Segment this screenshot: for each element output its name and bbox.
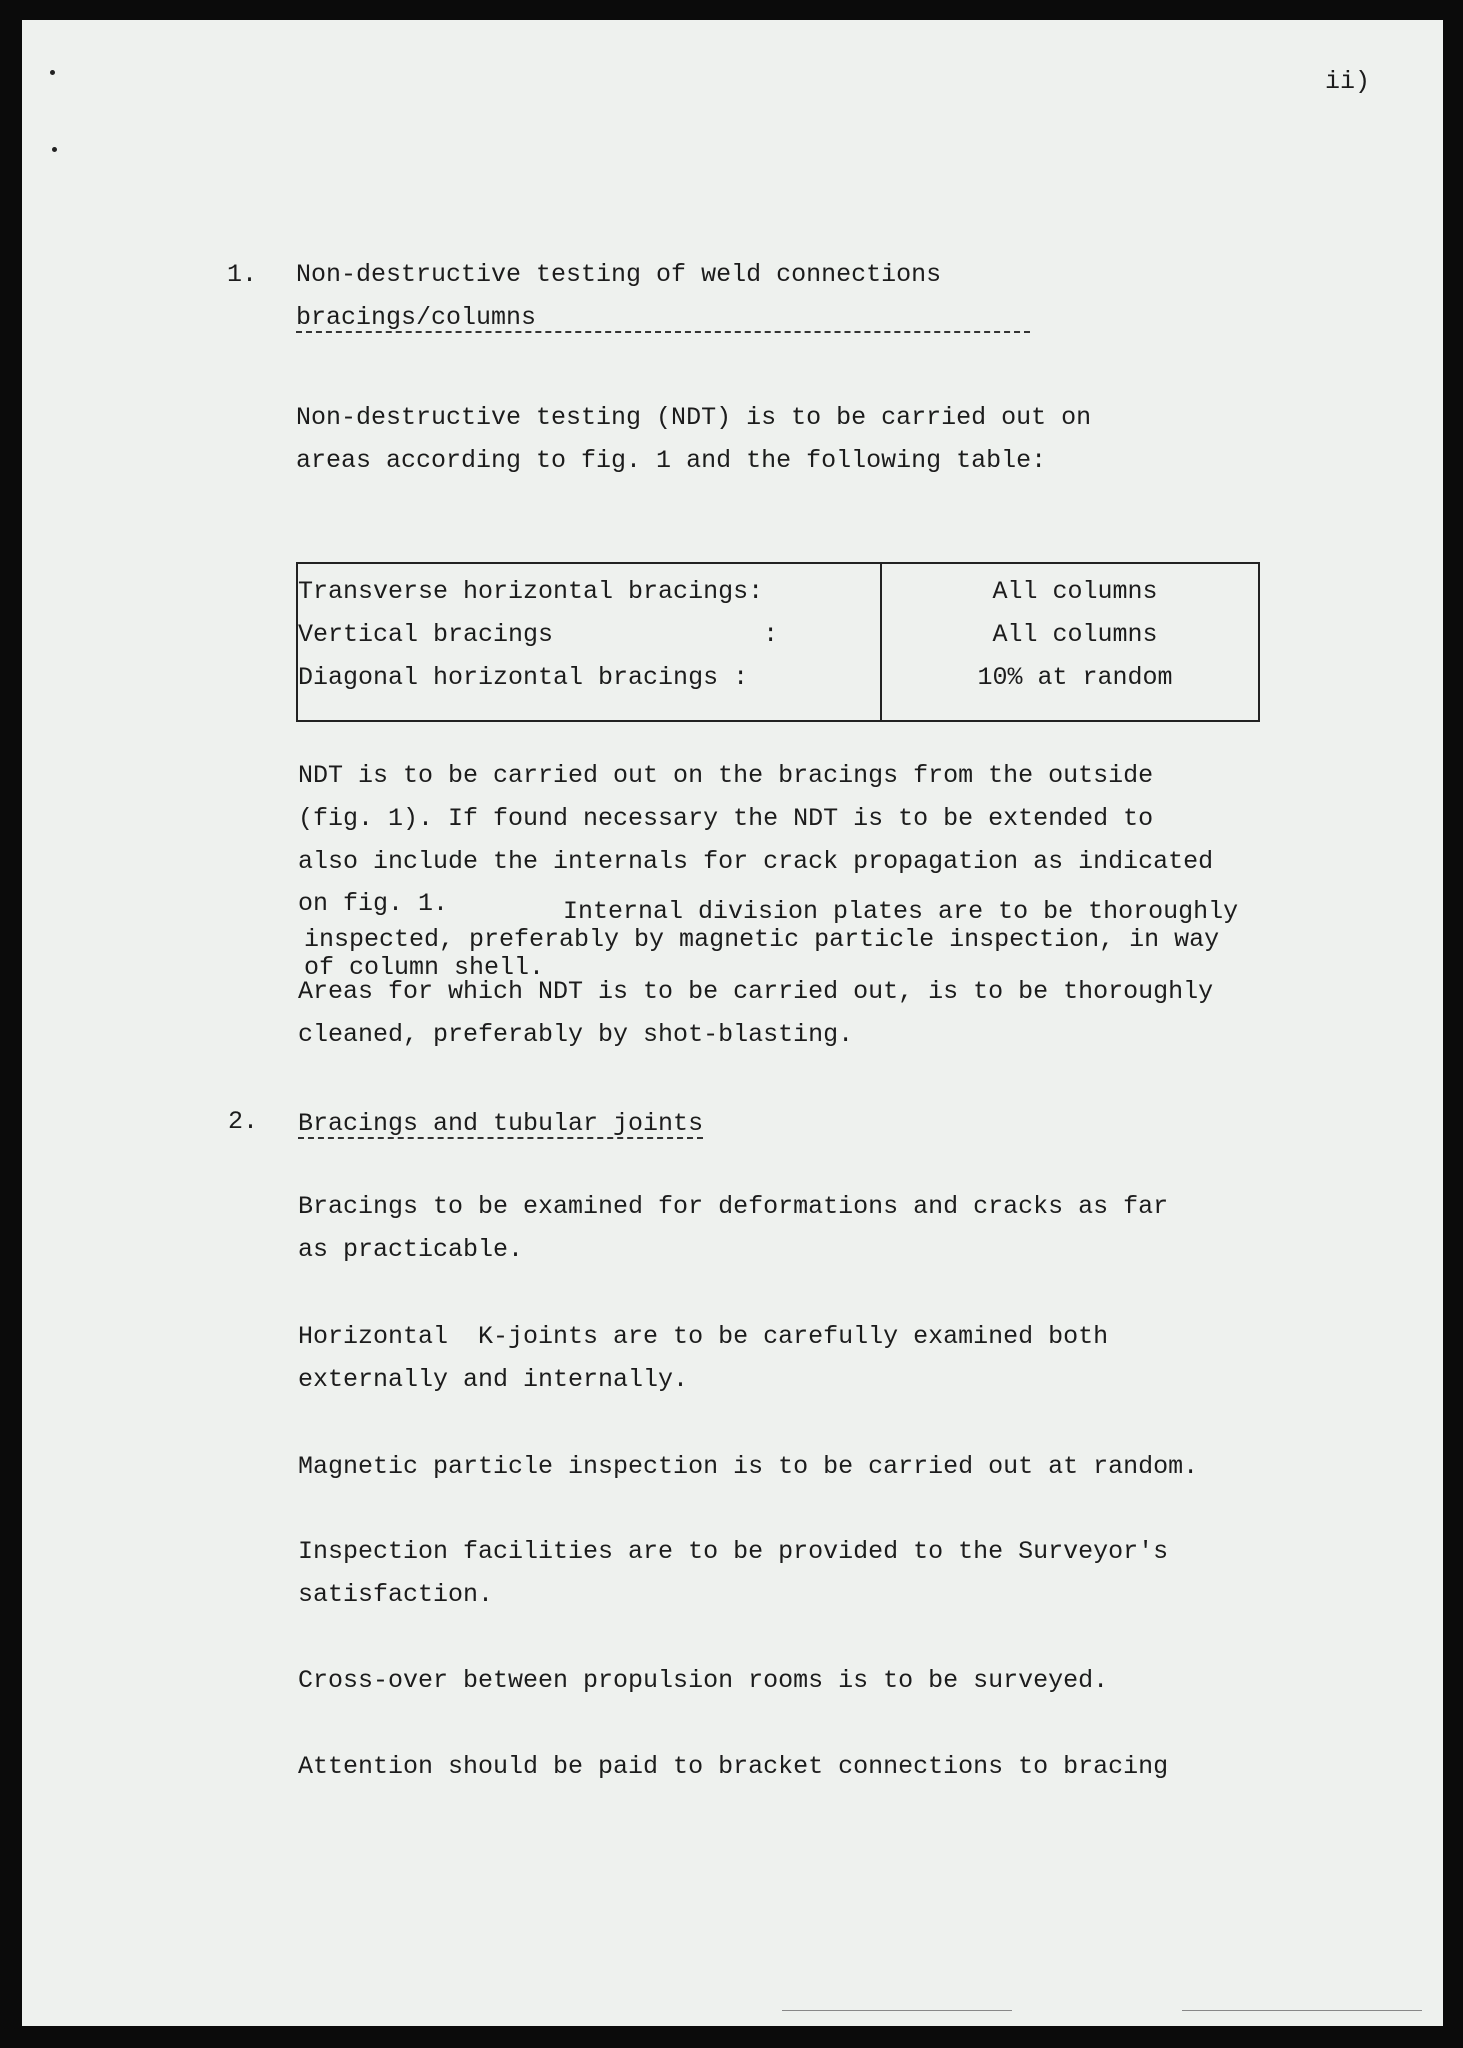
ndt-label: Transverse horizontal bracings: — [298, 577, 764, 606]
inserted-text-line: Internal division plates are to be thoroughly — [563, 897, 1239, 926]
section-1-intro-line: Non-destructive testing (NDT) is to be carried out on — [296, 403, 1092, 432]
section-2-number: 2. — [228, 1107, 259, 1136]
margin-mark — [52, 147, 57, 152]
section-1-subtitle — [296, 303, 1030, 333]
inserted-text-line: inspected, preferably by magnetic particle inspection, in way — [304, 925, 1220, 954]
paragraph-line: externally and internally. — [298, 1365, 689, 1394]
page-number: ii) — [1325, 67, 1371, 96]
ndt-table-values — [881, 563, 1259, 721]
bottom-rule — [1182, 2010, 1422, 2011]
paragraph-line: Bracings to be examined for deformations and cracks as far — [298, 1192, 1169, 1221]
section-1-intro-line: areas according to fig. 1 and the following table: — [296, 446, 1047, 475]
paragraph-line: NDT is to be carried out on the bracings from the outside — [298, 761, 1154, 790]
paragraph-line: as practicable. — [298, 1235, 524, 1264]
section-2-title — [298, 1109, 703, 1139]
ndt-value: All columns — [992, 577, 1158, 606]
margin-mark — [50, 70, 55, 75]
document-page — [22, 20, 1443, 2026]
ndt-table-labels — [297, 563, 881, 721]
ndt-table — [296, 562, 1260, 722]
paragraph-line: also include the internals for crack propagation as indicated — [298, 847, 1214, 876]
section-1-subtitle-text: bracings/columns — [296, 305, 1030, 333]
paragraph-line: Areas for which NDT is to be carried out, is to be thoroughly — [298, 977, 1214, 1006]
bottom-rule — [782, 2010, 1012, 2011]
ndt-label: Diagonal horizontal bracings : — [298, 663, 749, 692]
inserted-text-line: of column shell. — [304, 953, 545, 982]
paragraph-line: Attention should be paid to bracket connections to bracing — [298, 1752, 1169, 1781]
ndt-table-row — [297, 563, 1259, 721]
paragraph-line: (fig. 1). If found necessary the NDT is to be extended to — [298, 804, 1154, 833]
paragraph-line: Magnetic particle inspection is to be carried out at random. — [298, 1452, 1199, 1481]
ndt-value: All columns — [992, 620, 1158, 649]
section-1-number: 1. — [227, 260, 258, 289]
section-1-title: Non-destructive testing of weld connections — [296, 260, 942, 289]
paragraph-line: satisfaction. — [298, 1580, 494, 1609]
paragraph-line: Cross-over between propulsion rooms is to be surveyed. — [298, 1666, 1109, 1695]
section-2-title-text: Bracings and tubular joints — [298, 1109, 704, 1138]
paragraph-line: on fig. 1. — [298, 889, 449, 918]
paragraph-line: cleaned, preferably by shot-blasting. — [298, 1020, 854, 1049]
ndt-value: 10% at random — [977, 663, 1173, 692]
paragraph-line: Inspection facilities are to be provided to the Surveyor's — [298, 1537, 1169, 1566]
paragraph-line: Horizontal K-joints are to be carefully examined both — [298, 1322, 1109, 1351]
ndt-label: Vertical bracings : — [298, 620, 779, 649]
